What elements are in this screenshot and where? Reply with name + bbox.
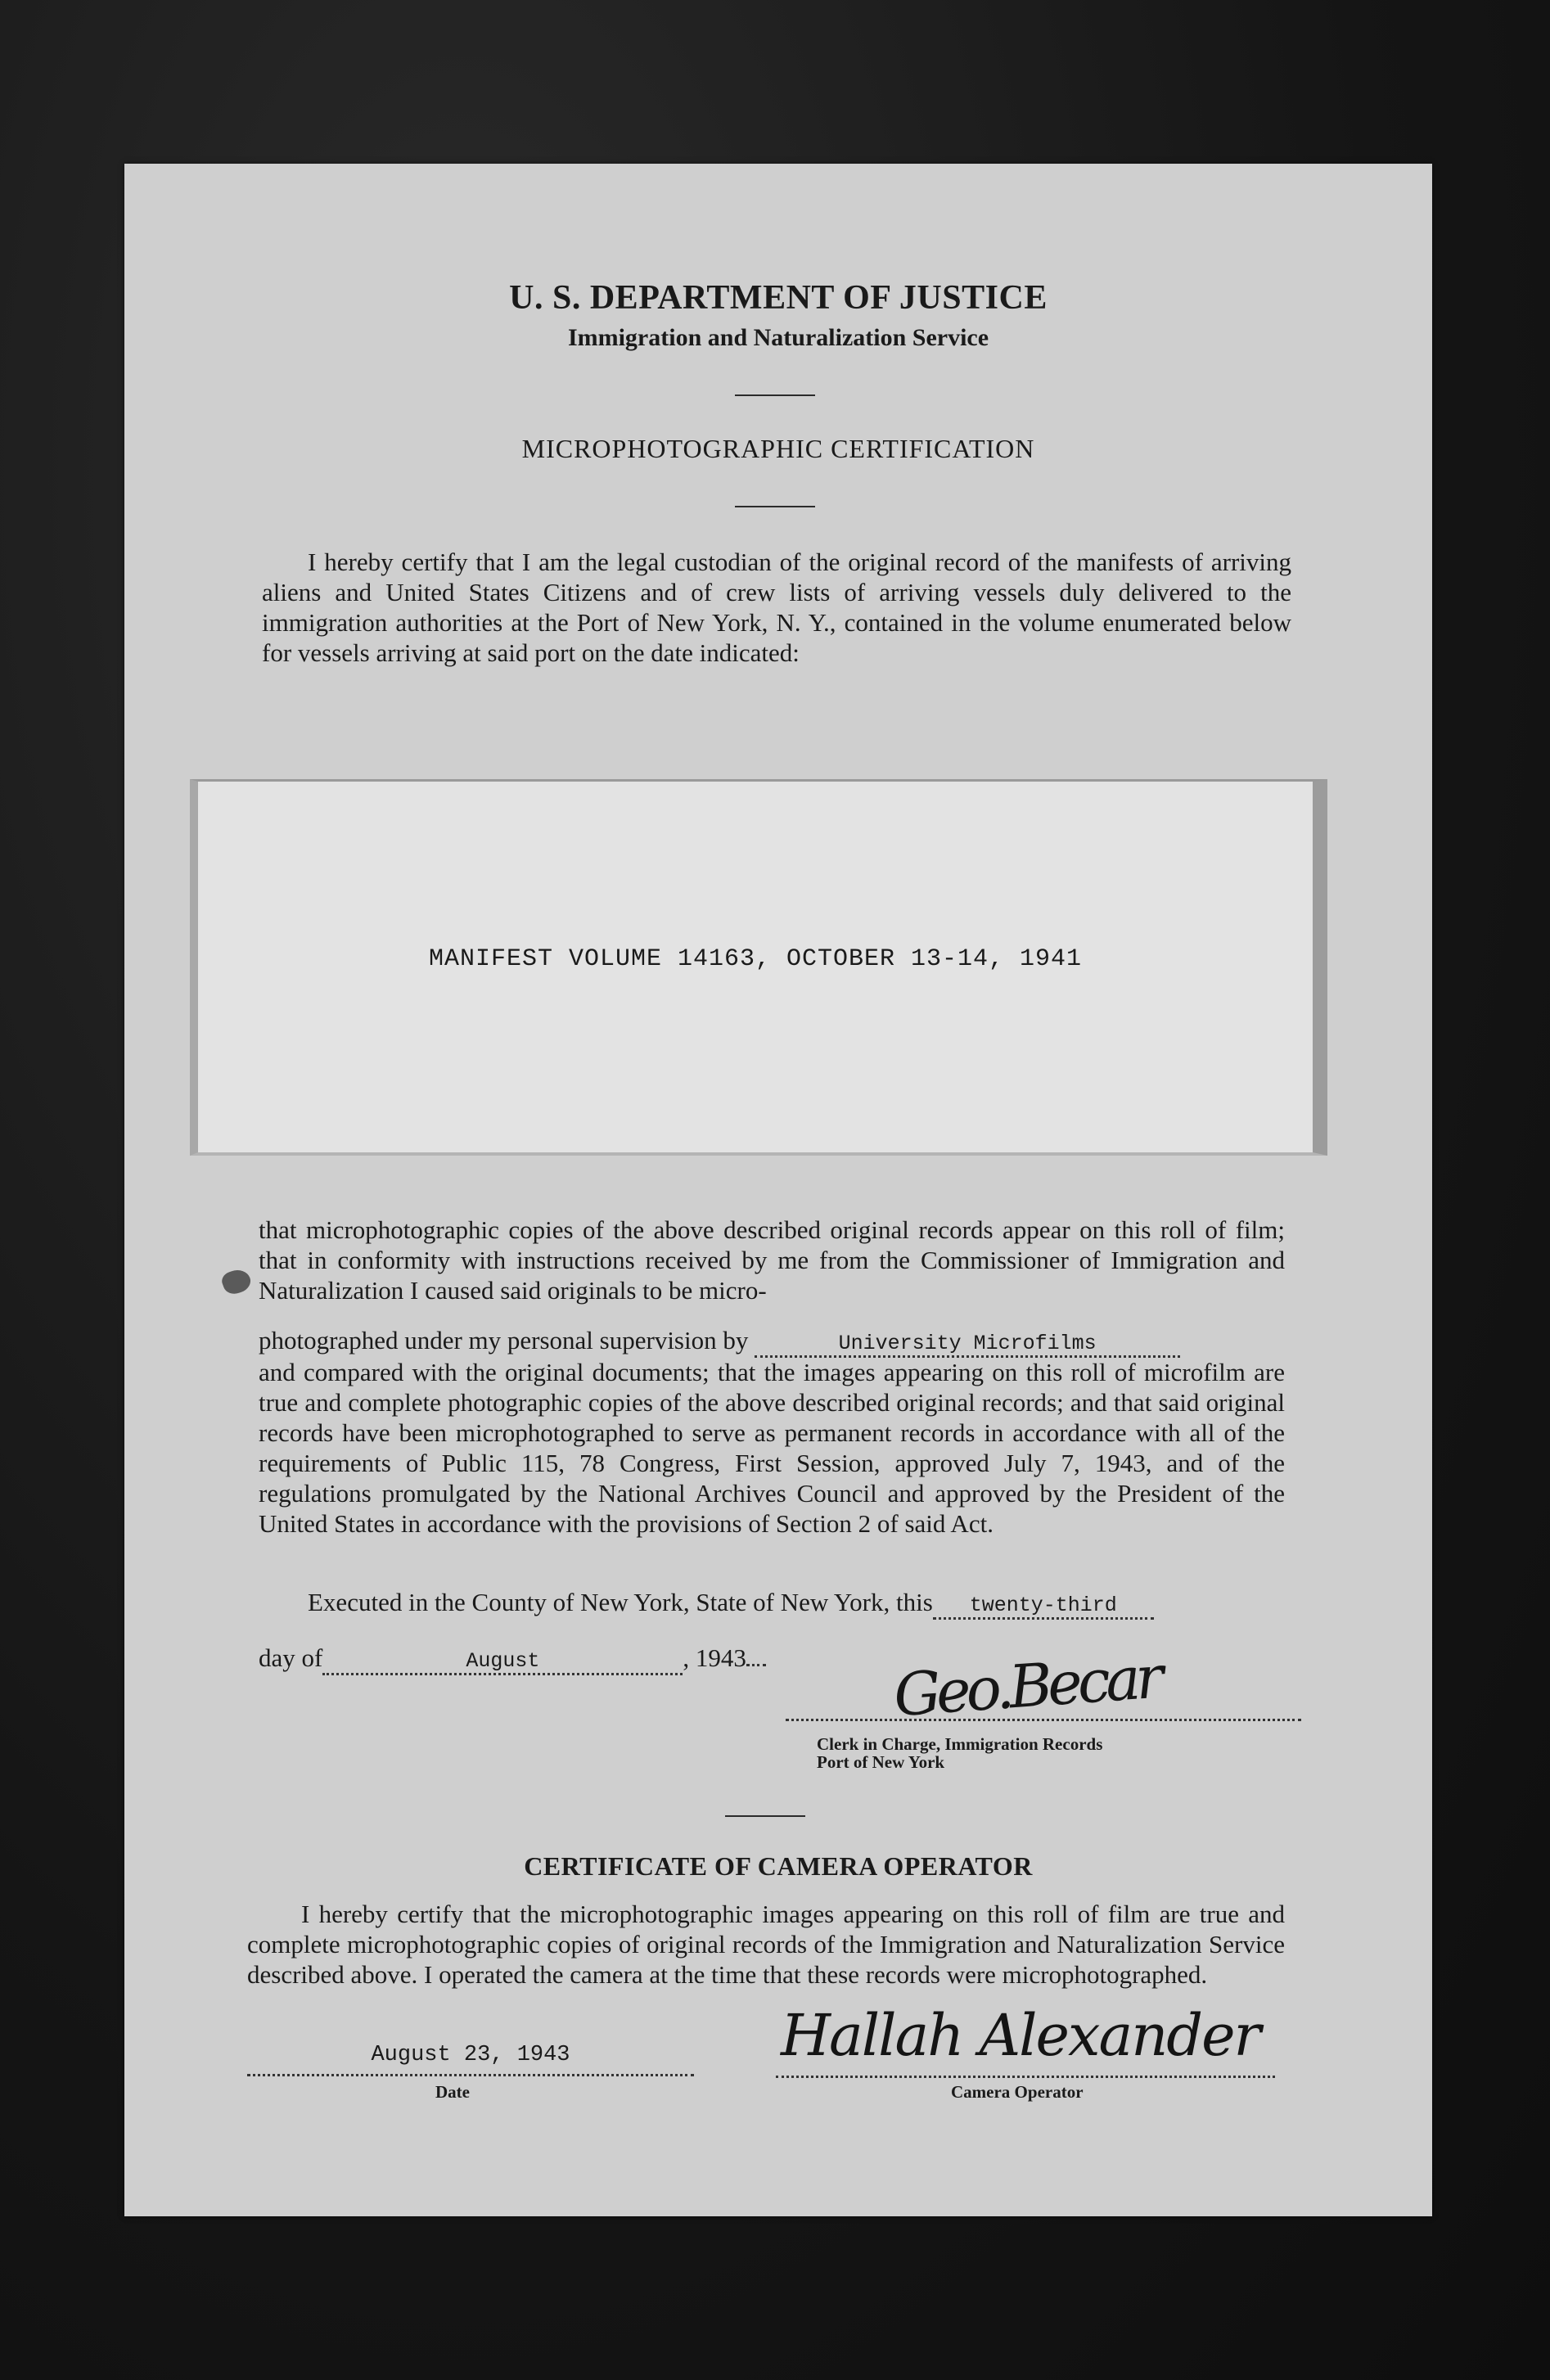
day-of-line: day of August , 1943: [259, 1643, 766, 1675]
month-value: August: [466, 1649, 540, 1673]
volume-label: MANIFEST VOLUME 14163, OCTOBER 13-14, 1941: [428, 945, 1083, 973]
operator-signature-line: [776, 2046, 1275, 2078]
ink-smudge: [219, 1266, 254, 1297]
body-paragraph-part1: that microphotographic copies of the above described original records appear on this roll of film; that in conformity with instructions received by me from the Commissioner of Immigration and Naturalization I caused said originals to be micro-: [259, 1215, 1285, 1305]
date-value: August 23, 1943: [371, 2043, 570, 2067]
date-field: [247, 2043, 694, 2076]
date-label: Date: [435, 2082, 470, 2102]
supervisor-value: University Microfilms: [838, 1332, 1097, 1355]
executed-line: [308, 1588, 1154, 1620]
day-of-prefix: day of: [259, 1643, 323, 1672]
divider: [735, 394, 815, 396]
operator-signature: Hallah Alexander: [781, 2002, 1259, 2069]
clerk-signature-line: [786, 1719, 1301, 1721]
divider: [725, 1815, 805, 1817]
supervision-prefix: photographed under my personal supervision by: [259, 1326, 749, 1355]
supervision-line: [259, 1326, 1285, 1358]
executed-prefix: Executed in the County of New York, State of New York, this: [308, 1588, 933, 1616]
certificate-sheet: [124, 164, 1432, 2216]
operator-certificate-title: CERTIFICATE OF CAMERA OPERATOR: [524, 1851, 1033, 1881]
volume-card: [190, 779, 1327, 1156]
executed-day-field: [933, 1588, 1154, 1620]
operator-certificate-paragraph: I hereby certify that the microphotographic images appearing on this roll of film are true and complete microphotographic copies of original records of the Immigration and Naturalization Service described above. I operated the camera at the time that these records were microphotographed.: [247, 1900, 1285, 1989]
body-paragraph-part2: and compared with the original documents; that the images appearing on this roll of microfilm are true and complete photographic copies of the above described original records; and that said original records have been microphotographed to serve as permanent records in accordance with all of the requirements of Public 115, 78 Congress, First Session, approved July 7, 1943, and of the regulations promulgated by the National Archives Council and approved by the President of the United States in accordance with the provisions of Section 2 of said Act.: [259, 1358, 1285, 1538]
month-field: [322, 1643, 683, 1675]
divider: [735, 506, 815, 507]
clerk-title: Clerk in Charge, Immigration Records Port of New York: [817, 1734, 1103, 1772]
intro-paragraph: I hereby certify that I am the legal custodian of the original record of the manifests of arriving aliens and United States Citizens and of crew lists of arriving vessels duly delivered to the immigration authorities at the Port of New York, N. Y., contained in the volume enumerated below for vessels arriving at said port on the date indicated:: [262, 548, 1291, 667]
certification-title: MICROPHOTOGRAPHIC CERTIFICATION: [521, 434, 1035, 463]
department-title: U. S. DEPARTMENT OF JUSTICE: [509, 279, 1048, 317]
year-value: 1943: [695, 1643, 746, 1672]
service-subtitle: Immigration and Naturalization Service: [567, 324, 989, 351]
clerk-signature: Geo.Becar: [891, 1642, 1161, 1730]
supervisor-field: [755, 1326, 1180, 1358]
operator-label: Camera Operator: [951, 2082, 1084, 2102]
executed-day-value: twenty-third: [969, 1593, 1117, 1617]
